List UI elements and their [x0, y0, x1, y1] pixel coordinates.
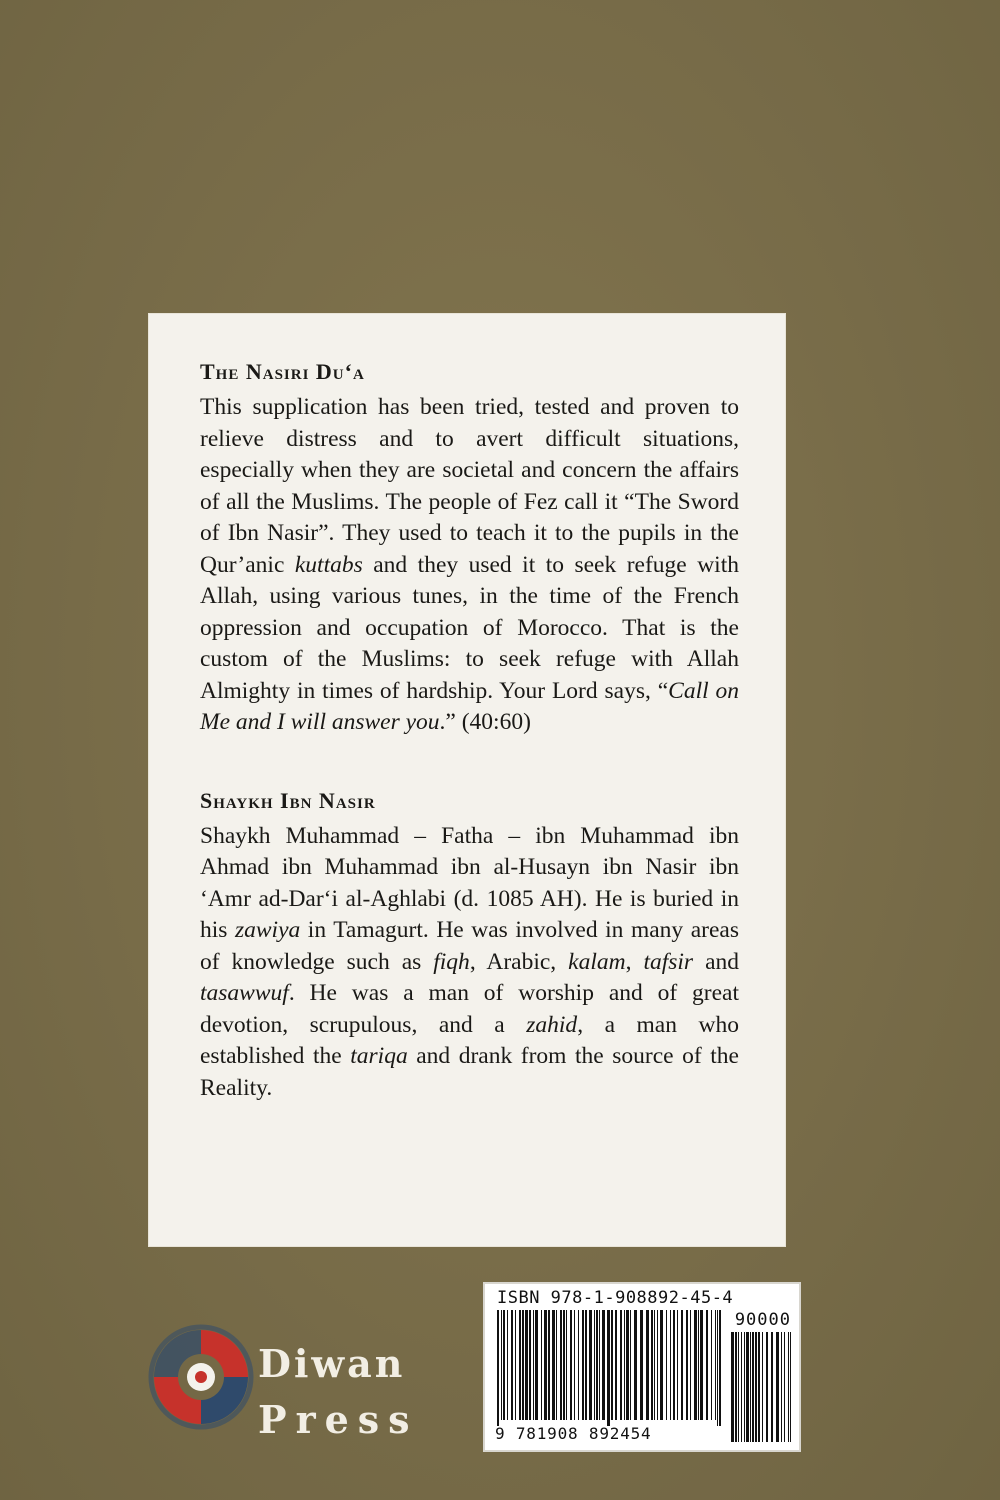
barcode-addon-bar: [788, 1332, 789, 1442]
barcode-bar: [563, 1310, 565, 1420]
barcode-bar: [497, 1310, 499, 1426]
barcode-bar: [646, 1310, 649, 1420]
barcode-bar: [503, 1310, 505, 1420]
italic-term: zawiya: [234, 917, 301, 943]
italic-term: tariqa: [350, 1043, 408, 1069]
section-shaykh-ibn-nasir: [200, 785, 739, 1105]
barcode-bar: [654, 1310, 655, 1420]
italic-term: tafsir: [643, 948, 694, 975]
italic-term: tasawwuf: [200, 980, 289, 1006]
barcode-bar: [634, 1310, 637, 1420]
barcode-bar: [626, 1310, 629, 1420]
text-run: and: [693, 948, 740, 975]
section-heading: The Nasiri Du‘a: [200, 359, 365, 384]
text-run: , a man who established the: [200, 1011, 739, 1069]
italic-term: zahid: [526, 1011, 578, 1038]
isbn-barcode: [483, 1282, 801, 1452]
barcode-addon-bar: [781, 1332, 782, 1442]
barcode-bar: [501, 1310, 502, 1420]
barcode-bar: [529, 1310, 531, 1420]
publisher-name: [258, 1336, 419, 1448]
text-run: ,: [625, 948, 644, 975]
section-nasiri-dua: [200, 356, 739, 739]
isbn-label: ISBN 978-1-908892-45-4: [497, 1288, 734, 1308]
barcode-bar: [677, 1310, 678, 1420]
barcode-bar: [711, 1310, 712, 1420]
barcode-bar: [519, 1310, 521, 1420]
barcode-addon-bar: [746, 1332, 749, 1442]
barcode-bar: [620, 1310, 622, 1420]
barcode-bar: [611, 1310, 613, 1420]
barcode-bar: [706, 1310, 708, 1420]
barcode-bar: [556, 1310, 557, 1420]
barcode-bar: [698, 1310, 699, 1420]
publisher-name-line1: Diwan: [258, 1341, 406, 1386]
barcode-addon-bar: [735, 1332, 737, 1442]
text-run: Shaykh Muhammad – Fatha – ibn Muhammad ibn Ahmad ibn Muhammad ibn al-Husayn ibn Nasir ibn ‘Amr ad-Dar‘i al-Aghlabi (d. 1085 AH). He is buried in his: [200, 822, 739, 943]
italic-term: fiqh: [433, 948, 470, 975]
barcode-bar: [566, 1310, 567, 1420]
barcode-bar: [715, 1310, 716, 1420]
barcode-addon-bar: [758, 1332, 760, 1442]
barcode-bar: [525, 1310, 528, 1420]
barcode-addon-bar: [771, 1332, 773, 1442]
barcode-bar: [660, 1310, 663, 1420]
barcode-bar: [552, 1310, 555, 1420]
section-paragraph: [200, 821, 739, 1105]
barcode-bar: [570, 1310, 572, 1420]
blurb-panel: [148, 313, 786, 1247]
price-addon-code: 90000: [734, 1310, 791, 1330]
diwan-press-logo-icon: [146, 1322, 256, 1432]
barcode-addon-bar: [784, 1332, 785, 1442]
barcode-addon-bar: [766, 1332, 768, 1442]
barcode-addon-bar: [750, 1332, 751, 1442]
section-paragraph: [200, 392, 739, 739]
barcode-bar: [599, 1310, 600, 1420]
text-run: and they used it to seek refuge with Allah, using various tunes, in the time of the French oppression and occupation of Morocco. That is the custom of the Muslims: to seek refuge with Allah Almighty in times of hardship. Your Lord says, “: [200, 551, 739, 704]
italic-term: Call on Me and I will answer you: [200, 677, 739, 735]
barcode-bar: [582, 1310, 584, 1420]
barcode-bar: [681, 1310, 683, 1420]
barcode-bar: [560, 1310, 562, 1420]
barcode-addon-bar: [741, 1332, 742, 1442]
barcode-bar: [624, 1310, 625, 1420]
italic-term: kuttabs: [294, 551, 363, 578]
publisher-name-line2: Press: [258, 1397, 419, 1442]
barcode-bar: [700, 1310, 703, 1420]
barcode-bar: [507, 1310, 508, 1420]
barcode-addon-bar: [738, 1332, 739, 1442]
barcode-bar: [651, 1310, 653, 1420]
barcode-bar: [574, 1310, 575, 1420]
barcode-bar: [615, 1310, 617, 1420]
barcode-addon-bar: [776, 1332, 779, 1442]
barcode-bar: [535, 1310, 538, 1420]
barcode-bar: [541, 1310, 542, 1420]
barcode-bar: [522, 1310, 524, 1420]
text-run: , Arabic,: [469, 948, 569, 975]
barcode-addon-bar: [744, 1332, 745, 1442]
barcode-bar: [515, 1310, 516, 1420]
italic-term: kalam: [568, 948, 626, 975]
barcode-addon-bar: [762, 1332, 763, 1442]
barcode-bar: [548, 1310, 550, 1420]
barcode-bar: [666, 1310, 667, 1420]
barcode-bar: [717, 1310, 718, 1426]
barcode-bar: [585, 1310, 587, 1420]
text-run: . He was a man of worship and of great devotion, scrupulous, and a: [200, 980, 739, 1038]
barcode-bar: [607, 1310, 610, 1426]
barcode-bar: [589, 1310, 592, 1420]
ean-digits: 9 781908 892454: [495, 1424, 652, 1443]
barcode-bar: [578, 1310, 579, 1420]
barcode-addon-bar: [755, 1332, 757, 1442]
text-run: .” (40:60): [439, 709, 531, 735]
barcode-bar: [630, 1310, 631, 1420]
section-heading: Shaykh Ibn Nasir: [200, 787, 376, 813]
barcode-addon-bar: [790, 1332, 791, 1442]
barcode-addon-bar: [752, 1332, 754, 1442]
barcode-addon-bar: [731, 1332, 734, 1442]
barcode-bar: [511, 1310, 513, 1420]
text-run: This supplication has been tried, tested and proven to relieve distress and to avert difficult situations, especially when they are societal and concern the affairs of all the Muslims. The people of Fez call it “The Sword of Ibn Nasir”. They used to teach it to the pupils in the Qur’anic: [200, 394, 739, 578]
barcode-bar: [686, 1310, 688, 1420]
barcode-bar: [602, 1310, 605, 1420]
barcode-bar: [670, 1310, 671, 1420]
barcode-bar: [690, 1310, 691, 1420]
text-run: in Tamagurt. He was involved in many areas of knowledge such as: [200, 917, 739, 975]
barcode-bar: [673, 1310, 675, 1420]
barcode-bar: [719, 1310, 721, 1426]
barcode-bar: [657, 1310, 658, 1420]
barcode-bar: [596, 1310, 598, 1420]
barcode-bar: [533, 1310, 534, 1420]
barcode-bar: [694, 1310, 697, 1420]
barcode-bar: [544, 1310, 547, 1420]
text-run: and drank from the source of the Reality.: [200, 1043, 739, 1101]
barcode-bar: [594, 1310, 595, 1420]
barcode-bar: [640, 1310, 643, 1420]
